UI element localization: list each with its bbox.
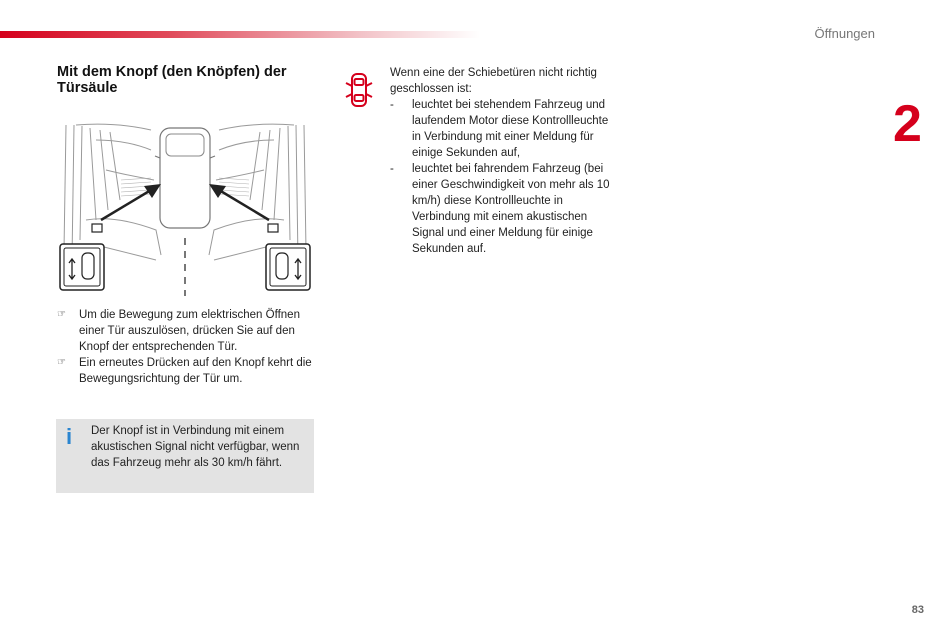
list-item xyxy=(390,97,620,161)
dash-marker: - xyxy=(390,99,394,111)
info-text: Der Knopf ist in Verbindung mit einem akustischen Signal nicht verfügbar, wenn das Fahrzeug mehr als 30 km/h fährt. xyxy=(91,425,300,469)
section-heading: Mit dem Knopf (den Knöpfen) der Türsäule xyxy=(57,64,287,96)
door-pillar-button-illustration xyxy=(56,120,314,296)
list-item xyxy=(57,307,317,355)
list-item xyxy=(57,355,317,387)
list-item xyxy=(390,161,620,257)
list-item-text: Um die Bewegung zum elektrischen Öffnen einer Tür auszulösen, drücken Sie auf den Knopf der entsprechenden Tür. xyxy=(79,309,300,353)
pointing-hand-icon: ☞ xyxy=(57,357,66,368)
list-item-text: leuchtet bei stehendem Fahrzeug und laufendem Motor diese Kontrollleuchte in Verbindung mit einer Meldung für einige Sekunden auf, xyxy=(412,99,609,159)
warning-description xyxy=(390,65,620,257)
info-icon: i xyxy=(66,424,73,449)
section-title: Öffnungen xyxy=(814,26,875,41)
pointing-hand-icon: ☞ xyxy=(57,309,66,320)
dash-marker: - xyxy=(390,163,394,175)
list-item-text: leuchtet bei fahrendem Fahrzeug (bei einer Geschwindigkeit von mehr als 10 km/h) diese Kontrollleuchte in Verbindung mit einem akustischen Signal und einer Meldung für einige Sekunden auf. xyxy=(412,163,610,255)
open-door-warning-icon xyxy=(343,70,375,110)
instruction-list xyxy=(57,307,317,387)
header-accent-bar xyxy=(0,31,480,38)
page-number: 83 xyxy=(911,604,924,616)
info-box xyxy=(56,419,314,493)
chapter-number: 2 xyxy=(893,95,922,153)
list-item-text: Ein erneutes Drücken auf den Knopf kehrt die Bewegungsrichtung der Tür um. xyxy=(79,357,312,385)
warning-intro: Wenn eine der Schiebetüren nicht richtig geschlossen ist: xyxy=(390,67,597,95)
